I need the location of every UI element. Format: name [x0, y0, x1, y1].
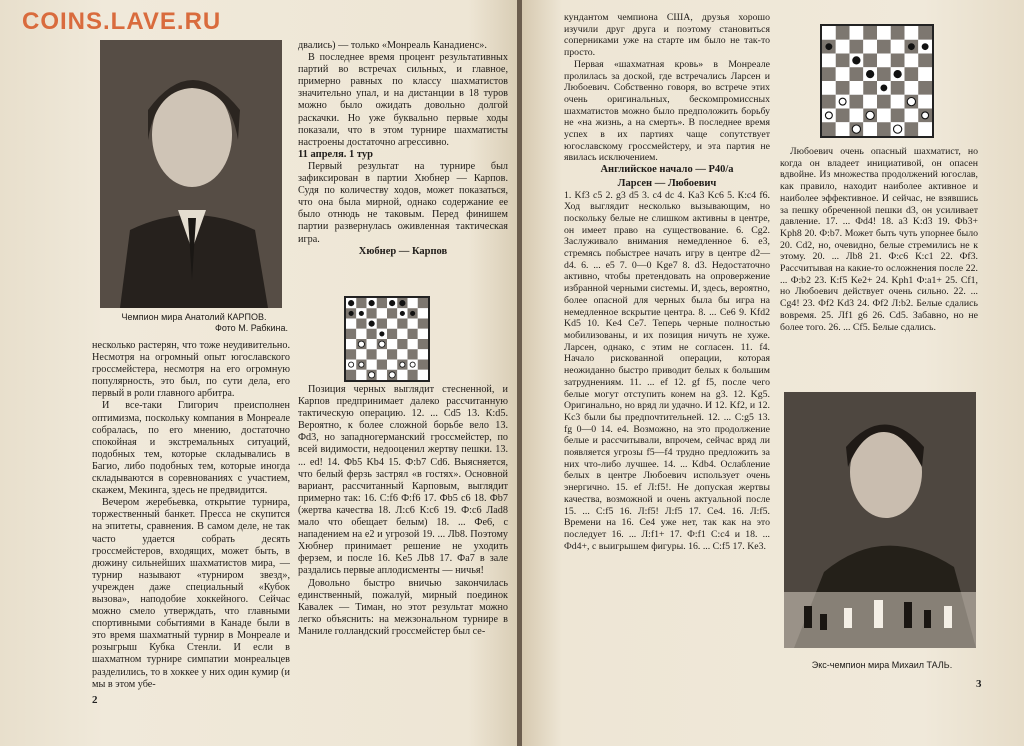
chessboard-grid	[822, 26, 932, 136]
caption-line-2: Фото М. Рабкина.	[215, 323, 288, 333]
right-page	[522, 0, 1024, 746]
tal-photo	[784, 392, 976, 648]
karpov-caption	[100, 312, 288, 334]
chessboard-grid	[346, 298, 428, 380]
paragraph: несколько растерян, что тоже неудивительно. Несмотря на огромный опыт югославского гроссмейстера, несмотря на его огромную популярность, это был, по сути дела, его первый в роли главного арбитра.	[92, 340, 290, 400]
paragraph: Вечером жеребьевка, открытие турнира, торжественный банкет. Пресса не скупится на эпитеты, сравнения. В самом деле, не так часто удается собрать десять гроссмейстеров, входящих, может быть, в дюжину сильнейших шахматистов мира, — турнир называют «турниром звезд», учрежден даже специальный «Кубок вызова», наподобие хоккейного. Сейчас можно смело утверждать, что главными спортивными событиями в Канаде были в это время шахматный турнир в Монреале и розыгрыш Кубка Стенли. И если в шахматном турнире симпатии монреальцев разделились, то в хоккее у них один кумир (и мы в этом убе-	[92, 497, 290, 690]
page-number: 2	[92, 694, 98, 706]
page-number: 3	[976, 678, 982, 690]
left-page-right-column-top	[298, 40, 508, 258]
paragraph: Первый результат на турнире был зафиксирован в партии Хюбнер — Карпов. Судя по количеству ходов, может показаться, что она была мирной, однако содержание ее было отнюдь не таковым. Перед финишем партии развернулась оживленная тактическая игра.	[298, 160, 508, 245]
left-page-right-column-bottom	[298, 384, 508, 638]
right-page-right-column	[780, 146, 978, 333]
paragraph: И все-таки Глигорич преисполнен оптимизма, поскольку компания в Монреале собралась, по его мнению, достаточно спокойная и экстремальных ситуаций, подобных тем, которые складывались в Багио, либо подобных тем, которые иногда складываются в соревнованиях с участием, скажем, Мекинга, здесь не предвидится.	[92, 400, 290, 497]
tour-heading: 11 апреля. 1 тур	[298, 148, 374, 160]
chess-diagram-larsen-ljubojevic	[820, 24, 934, 138]
paragraph: Довольно быстро вничью закончилась единственный, пожалуй, мирный поединок Кавалек — Тиман, но этот результат можно легко объяснить: на межзональном турнире в Маниле голландский гроссмейстер был се-	[298, 577, 508, 637]
paragraph: Любоевич очень опасный шахматист, но когда он владеет инициативой, он опасен вдвойне. Из множества продолжений югослав, как правило, находит наиболее активное и наиболее эффективное. И сейчас, не взявшись за пешку обреченной пешки d3, он усиливает давление. 17. ... Фd4! 18. a3 K:d3 19. Фb3+ Kph8 20. Ф:b7. Может быть чуть упорнее было 20. Cd2, но, очевидно, белые стремились не к этому. 20. ... Лb8 21. Ф:c6 К:c1 22. Фf3. Рассчитывая на какие-то осложнения после 22. ... Ф:b2 23. К:f5 Ke2+ 24. Kph1 Ф:a1+ 25. Cf1, но Любоевич действует очень сильно. 22. ... Cg4! 23. Фf2 Kd3 24. Фf2 Л:b2. Белые сдались вовремя. 25. Лf1 g6 26. Cd5. Забавно, но не более того. 26. ... Cf5. Белые сдались.	[780, 146, 978, 333]
watermark: COINS.LAVE.RU	[22, 8, 222, 35]
paragraph: Позиция черных выглядит стесненной, и Карпов предпринимает далеко рассчитанную тактическую операцию. 12. ... Cd5 13. К:d5. Вероятно, к более сложной борьбе вело 13. Фd3, но западногерманский гроссмейстер, по всей видимости, недооценил жертву пешки. 13. ... ed! 14. Фb5 Kb4 15. Ф:b7 Cd6. Выясняется, что белый ферзь застрял «в гостях». Основной вариант, рассчитанный Карповым, выглядит примерно так: 16. С:f6 Ф:f6 17. Фb5 c6 18. Фb7 (жертва качества 18. Л:c6 К:c6 19. Ф:c6 Лad8 мало что обещает белым) 18. ... Фe6, с нападением на e2 и угрозой 19. ... Лb8. Поэтому Хюбнер принимает решение не уходить ферзем, и после 16. Ke5 Лb8 17. Фa7 в зале раздались первые аплодисменты — ничья!	[298, 384, 508, 577]
game1-heading: Хюбнер — Карпов	[358, 245, 448, 257]
paragraph: двались) — только «Монреаль Канадиенс».	[298, 40, 487, 51]
game-moves: 1. Kf3 c5 2. g3 d5 3. c4 dc 4. Ka3 Kc6 5. К:c4 f6. Ход выглядит несколько вызывающим, но поскольку белые не слишком активны в центре, он имеет право на существование. 6. Cg2. Заслуживало внимания немедленное 6. e3, стремясь побыстрее начать игру в центре d2—d4. 6. ... e5 7. 0—0 Kge7 8. d3. Недостаточно активно, чтобы претендовать на опровержение избранной черными системы. И, здесь, вероятно, более опасной для черных была бы игра на немедленное вскрытие центра. 8. ... Ce6 9. Kfd2 Kd5 10. Ke4 Ce7. Теперь черные полностью мобилизованы, и их позиция ничуть не хуже. Ларсен, однако, с этим не согласен. 11. f4. Начало рискованной операции, которая неожиданно быстро приводит белых к большим затруднениям. 11. ... ef 12. gf f5, после чего белые могут отступить конем на g3. 12. Kg5. Оригинально, но вряд ли удачно. И 12. Kf2, и 12. Kc3 были бы предпочтительней. 12. ... C:g5 13. fg 0—0 14. e4. Возможно, на это продолжение белые и рассчитывали, впрочем, сейчас вряд ли появляется угрозы f5—f4 трудно предложить за них что-либо лучшее. 14. ... Kdb4. Ослабление белых в центре Любоевич использует очень энергично. 15. ef Л:f5!. Не допуская жертвы качества, возможной и очень актуальной после 15. ... C:f5 16. Л:f5! Л:f5 17. Ce4. 16. Л:f5. Времени на 16. Ce4 уже нет, так как на это последует 16. ... Л:f1+ 17. Ф:f1 C:c4 и 18. ... Фd4+, с выигрышем фигуры. 16. ... C:f5 17. Ke3.	[564, 189, 770, 552]
paragraph: кундантом чемпиона США, друзья хорошо изучили друг друга и поэтому становиться соперниками уже на старте им было не так-то просто.	[564, 12, 770, 59]
right-page-left-column	[564, 12, 770, 552]
paragraph: Первая «шахматная кровь» в Монреале пролилась за доской, где встречались Ларсен и Любоевич. Собственно говоря, во встрече этих очень оригинальных, бескомпромиссных шахматистов можно было предположить борьбу не «на жизнь, а на смерть». В последнее время успех в их партиях чаще сопутствует югославскому гроссмейстеру, и эта партия не явилась исключением.	[564, 58, 770, 164]
paragraph: В последнее время процент результативных партий во встречах сильных, и главное, примерно равных по классу шахматистов значительно упал, и на дистанции в 18 туров можно было ожидать довольно долгой раскачки. Но уже буквально первые ходы показали, что в этом турнире шахматисты настроены достаточно агрессивно.	[298, 52, 508, 148]
opening-heading: Английское начало — Р40/а	[600, 164, 734, 176]
karpov-photo	[100, 40, 282, 308]
chess-diagram-hubner-karpov	[344, 296, 430, 382]
game2-heading: Ларсен — Любоевич	[617, 177, 717, 189]
left-page-left-column-bottom	[92, 340, 290, 691]
caption-line-1: Чемпион мира Анатолий КАРПОВ.	[121, 312, 267, 322]
tal-caption: Экс-чемпион мира Михаил ТАЛЬ.	[811, 660, 953, 670]
